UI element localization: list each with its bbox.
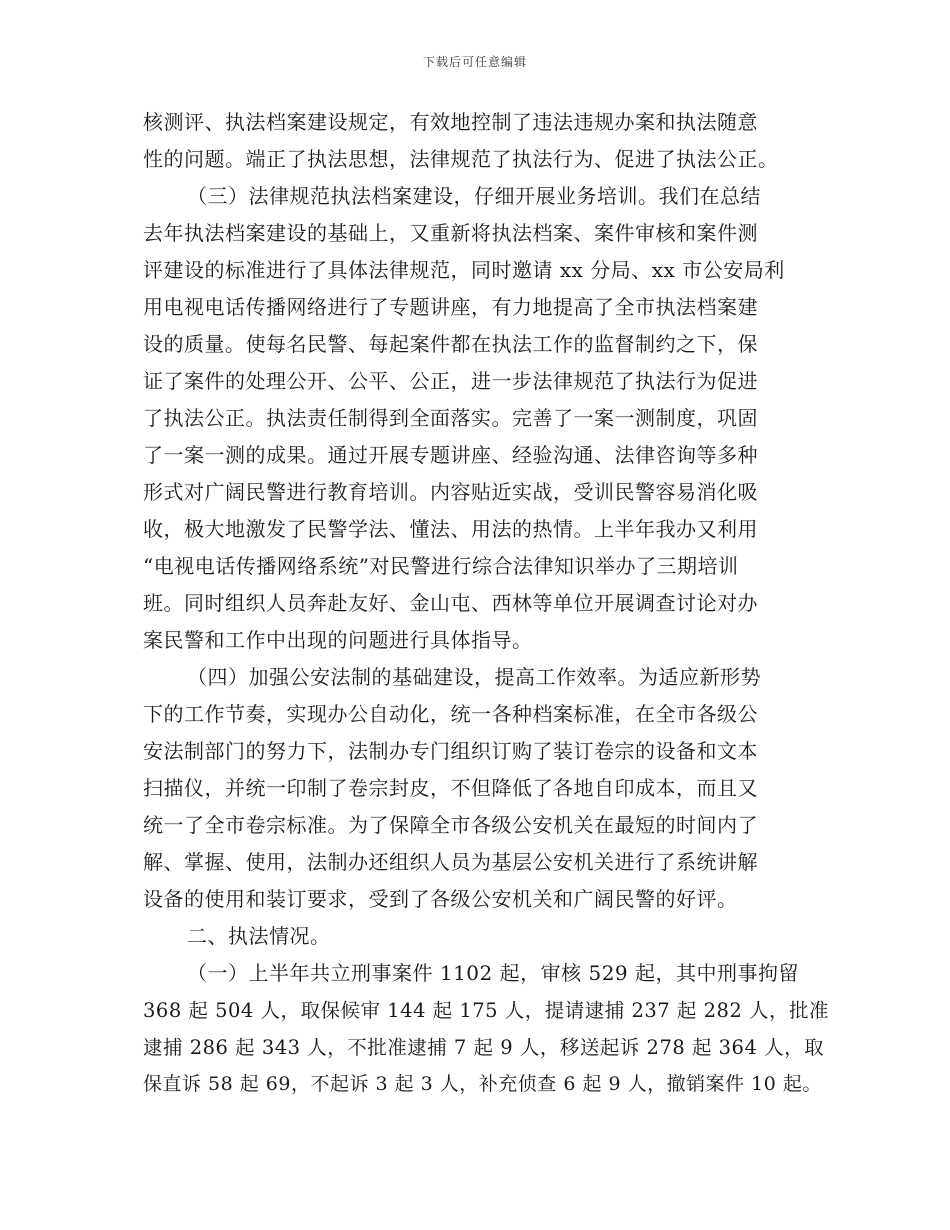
- text-line: 368 起 504 人，取保候审 144 起 175 人，提请逮捕 237 起 282 人，批准: [143, 999, 830, 1022]
- text-line: 下的工作节奏，实现办公自动化，统一各种档案标准，在全市各级公: [143, 702, 758, 726]
- text-line: （三）法律规范执法档案建设，仔细开展业务培训。我们在总结: [187, 184, 761, 208]
- text-line: 保直诉 58 起 69，不起诉 3 起 3 人，补充侦查 6 起 9 人，撤销案件 10 起。: [143, 1073, 822, 1095]
- text-line: 收，极大地激发了民警学法、懂法、用法的热情。上半年我办又利用: [143, 517, 758, 541]
- text-line: 用电视电话传播网络进行了专题讲座，有力地提高了全市执法档案建: [143, 295, 758, 319]
- text-line: 证了案件的处理公开、公平、公正，进一步法律规范了执法行为促进: [143, 369, 758, 393]
- text-line: 班。同时组织人员奔赴友好、金山屯、西林等单位开展调查讨论对办: [143, 591, 758, 615]
- text-line: 去年执法档案建设的基础上，又重新将执法档案、案件审核和案件测: [143, 221, 758, 245]
- text-line: 统一了全市卷宗标准。为了保障全市各级公安机关在最短的时间内了: [143, 813, 758, 837]
- text-line: 案民警和工作中出现的问题进行具体指导。: [143, 628, 533, 652]
- text-line: 设备的使用和装订要求，受到了各级公安机关和广阔民警的好评。: [143, 887, 738, 911]
- page-header-note: 下载后可任意编辑: [422, 55, 527, 69]
- text-line: 逮捕 286 起 343 人，不批准逮捕 7 起 9 人，移送起诉 278 起 364 人，取: [143, 1036, 825, 1059]
- document-body: [143, 104, 833, 1103]
- text-line: （四）加强公安法制的基础建设，提高工作效率。为适应新形势: [187, 665, 761, 689]
- text-line: 解、掌握、使用，法制办还组织人员为基层公安机关进行了系统讲解: [143, 850, 758, 874]
- text-line: 形式对广阔民警进行教育培训。内容贴近实战，受训民警容易消化吸: [143, 480, 758, 504]
- text-line: 性的问题。端正了执法思想，法律规范了执法行为、促进了执法公正。: [143, 147, 779, 171]
- text-line: 评建设的标准进行了具体法律规范，同时邀请 xx 分局、xx 市公安局利: [143, 258, 785, 282]
- text-line: 了执法公正。执法责任制得到全面落实。完善了一案一测制度，巩固: [143, 406, 758, 430]
- text-line: （一）上半年共立刑事案件 1102 起，审核 529 起，其中刑事拘留: [187, 961, 800, 985]
- text-line: 核测评、执法档案建设规定，有效地控制了违法违规办案和执法随意: [143, 110, 758, 134]
- text-line: 安法制部门的努力下，法制办专门组织订购了装订卷宗的设备和文本: [143, 739, 758, 763]
- text-line: 二、执法情况。: [187, 924, 331, 948]
- text-line: 设的质量。使每名民警、每起案件都在执法工作的监督制约之下，保: [143, 332, 758, 356]
- text-line: “电视电话传播网络系统”对民警进行综合法律知识举办了三期培训: [143, 554, 739, 578]
- text-line: 了一案一测的成果。通过开展专题讲座、经验沟通、法律咨询等多种: [143, 443, 758, 467]
- text-line: 扫描仪，并统一印制了卷宗封皮，不但降低了各地自印成本，而且又: [143, 776, 758, 800]
